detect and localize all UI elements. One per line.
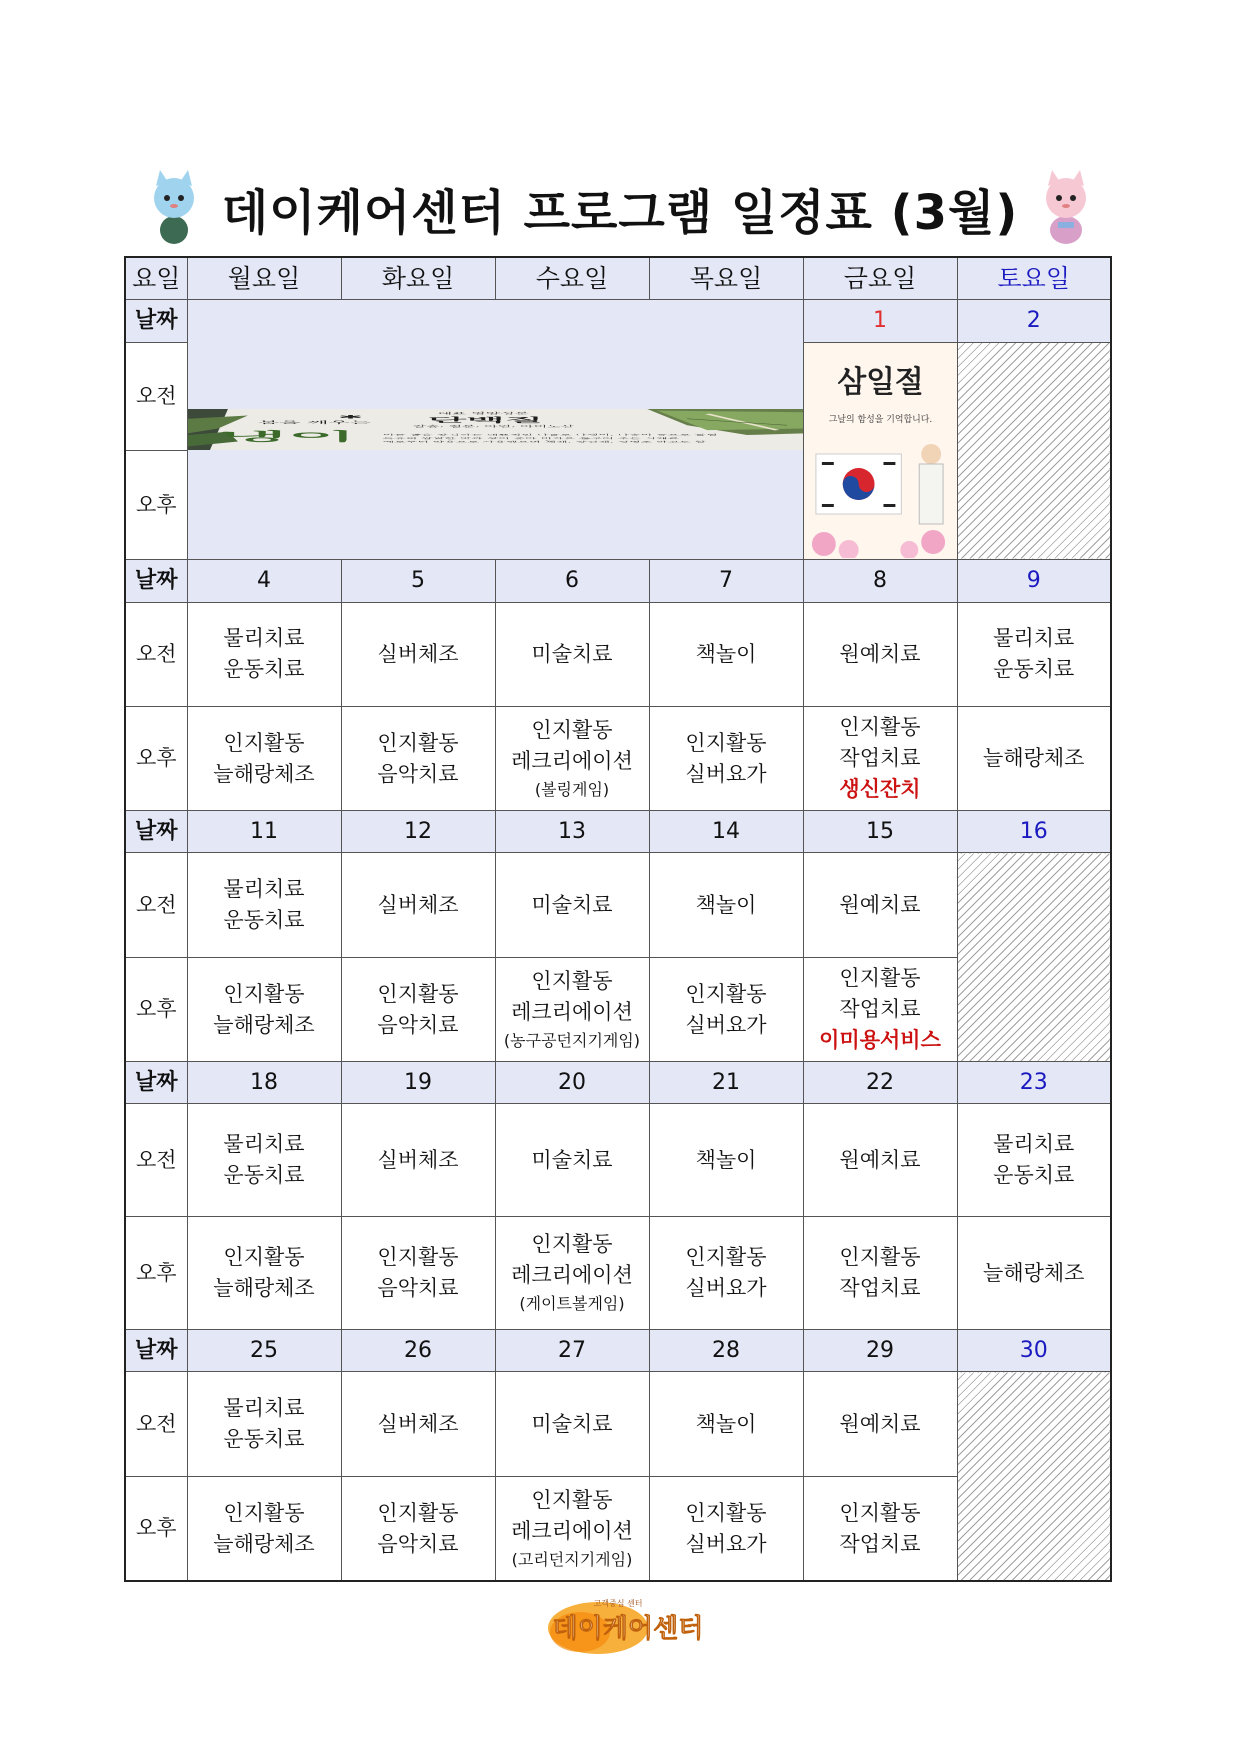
program-line: 인지활동 <box>839 966 921 991</box>
schedule-table <box>124 256 1112 1582</box>
row-label-am: 오전 <box>125 853 187 958</box>
banner-graphic <box>188 409 803 450</box>
program-line: 늘해랑체조 <box>213 1531 315 1556</box>
program-line: 인지활동 <box>531 717 613 742</box>
program-line: 음악치료 <box>377 1531 459 1556</box>
program-line: 레크리에이션 <box>511 748 633 773</box>
program-line: 운동치료 <box>993 1163 1075 1188</box>
date-cell: 25 <box>187 1330 341 1372</box>
program-line: 인지활동 <box>531 968 613 993</box>
banner-bullet-1: 이른 봄을 장식하는 대표적인 나물로 나생이, 나숭이 등으로 불림 <box>382 434 718 437</box>
naengi-banner <box>187 300 803 560</box>
date-cell-sat: 23 <box>957 1062 1111 1104</box>
program-line: 실버요가 <box>685 761 767 786</box>
row-label-date: 날짜 <box>125 811 187 853</box>
program-cell <box>495 958 649 1062</box>
program-cell <box>803 1477 957 1581</box>
program-line: 인지활동 <box>685 1500 767 1525</box>
program-line: 인지활동 <box>685 1245 767 1270</box>
row-label-am: 오전 <box>125 1372 187 1477</box>
row-label-date: 날짜 <box>125 1330 187 1372</box>
date-cell: 15 <box>803 811 957 853</box>
program-cell <box>187 707 341 811</box>
weekday-header-row <box>125 257 1111 300</box>
program-line: 작업치료 <box>839 746 921 771</box>
holiday-sub: 그날의 함성을 기억합니다. <box>828 414 932 425</box>
program-line: 실버체조 <box>377 641 459 666</box>
program-line: 원예치료 <box>839 641 921 666</box>
am-row <box>125 1372 1111 1477</box>
program-line: 인지활동 <box>531 1487 613 1512</box>
banner-bullet-3: 예로부터 약용으로 사용했으며 제채, 향선채, 청명초 라고도 함 <box>382 441 706 444</box>
program-cell <box>803 958 957 1062</box>
program-line: 인지활동 <box>377 1500 459 1525</box>
date-row <box>125 1330 1111 1372</box>
program-cell <box>187 602 341 707</box>
program-line: 운동치료 <box>223 1163 305 1188</box>
date-cell: 29 <box>803 1330 957 1372</box>
program-line: 물리치료 <box>223 877 305 902</box>
program-cell <box>495 1104 649 1217</box>
program-cell <box>649 602 803 707</box>
weekday-tue: 화요일 <box>341 257 495 300</box>
program-line: 미술치료 <box>531 892 613 917</box>
program-cell <box>495 1477 649 1581</box>
am-row <box>125 602 1111 707</box>
pm-row <box>125 707 1111 811</box>
nutrient-minerals: 칼슘, 철분, 아연, 아미노산 <box>412 425 574 429</box>
program-line: 인지활동 <box>377 730 459 755</box>
program-line: 인지활동 <box>223 730 305 755</box>
program-cell <box>495 602 649 707</box>
program-cell <box>187 1372 341 1477</box>
program-line: 실버요가 <box>685 1012 767 1037</box>
program-note: (게이트볼게임) <box>519 1294 625 1314</box>
program-line: 운동치료 <box>223 1427 305 1452</box>
program-cell <box>649 1104 803 1217</box>
program-line: 책놀이 <box>695 1147 757 1172</box>
program-line: 음악치료 <box>377 1012 459 1037</box>
program-line: 인지활동 <box>223 1500 305 1525</box>
program-line: 인지활동 <box>531 1232 613 1257</box>
program-cell <box>187 958 341 1062</box>
program-line: 늘해랑체조 <box>213 1276 315 1301</box>
date-cell: 21 <box>649 1062 803 1104</box>
program-line: 실버요가 <box>685 1276 767 1301</box>
program-line: 인지활동 <box>223 981 305 1006</box>
date-cell: 8 <box>803 560 957 602</box>
event-label: 생신잔치 <box>839 777 921 802</box>
date-cell: 19 <box>341 1062 495 1104</box>
program-line: 늘해랑체조 <box>983 746 1085 771</box>
pm-row <box>125 1217 1111 1330</box>
banner-bullet-2: 특유의 쌉쌀한 맛과 향이 좋아 미각을 돋구어 주는 식재료 <box>382 437 679 440</box>
date-cell: 7 <box>649 560 803 602</box>
date-cell: 20 <box>495 1062 649 1104</box>
daycare-center-logo <box>540 1592 710 1658</box>
program-line: 실버체조 <box>377 1147 459 1172</box>
date-cell: 1 <box>803 300 957 342</box>
program-note: (고리던지기게임) <box>511 1549 633 1569</box>
program-line: 음악치료 <box>377 761 459 786</box>
closed-cell <box>957 1372 1111 1581</box>
date-row <box>125 560 1111 602</box>
weekday-label: 요일 <box>125 257 187 300</box>
program-cell <box>341 602 495 707</box>
program-cell <box>495 853 649 958</box>
samiljeol-poster <box>803 342 957 560</box>
date-row <box>125 811 1111 853</box>
program-line: 인지활동 <box>223 1245 305 1270</box>
program-line: 책놀이 <box>695 1411 757 1436</box>
flower-icon: ✱ <box>337 414 363 421</box>
program-cell <box>187 853 341 958</box>
program-line: 레크리에이션 <box>511 999 633 1024</box>
weekday-wed: 수요일 <box>495 257 649 300</box>
program-cell <box>649 1477 803 1581</box>
weekday-thu: 목요일 <box>649 257 803 300</box>
program-cell <box>957 602 1111 707</box>
program-cell <box>957 1104 1111 1217</box>
program-cell <box>649 1217 803 1330</box>
row-label-pm: 오후 <box>125 707 187 811</box>
program-line: 운동치료 <box>993 657 1075 682</box>
program-line: 늘해랑체조 <box>983 1260 1085 1285</box>
date-cell: 11 <box>187 811 341 853</box>
program-cell <box>341 1217 495 1330</box>
date-cell-sat: 16 <box>957 811 1111 853</box>
program-line: 음악치료 <box>377 1276 459 1301</box>
program-line: 운동치료 <box>223 657 305 682</box>
date-cell-sat: 2 <box>957 300 1111 342</box>
program-line: 물리치료 <box>223 1132 305 1157</box>
program-cell <box>803 1104 957 1217</box>
program-cell <box>495 707 649 811</box>
row-label-date: 날짜 <box>125 560 187 602</box>
program-line: 물리치료 <box>993 626 1075 651</box>
date-cell: 12 <box>341 811 495 853</box>
program-cell <box>803 1217 957 1330</box>
row-label-am: 오전 <box>125 602 187 707</box>
program-line: 작업치료 <box>839 997 921 1022</box>
am-row <box>125 853 1111 958</box>
pink-mascot-icon <box>1040 170 1092 246</box>
nutrient-label: 대표 영양성분 <box>437 411 529 415</box>
date-cell: 14 <box>649 811 803 853</box>
banner-word: 냉이 <box>217 430 357 444</box>
program-cell <box>803 1372 957 1477</box>
program-line: 미술치료 <box>531 641 613 666</box>
program-line: 인지활동 <box>685 981 767 1006</box>
program-note: (볼링게임) <box>534 779 610 799</box>
program-cell <box>187 1104 341 1217</box>
program-line: 인지활동 <box>685 730 767 755</box>
program-line: 물리치료 <box>223 1396 305 1421</box>
program-cell <box>495 1217 649 1330</box>
holiday-name: 삼일절 <box>836 364 924 400</box>
closed-cell <box>957 342 1111 560</box>
row-label-date: 날짜 <box>125 300 187 342</box>
program-cell <box>187 1477 341 1581</box>
program-line: 작업치료 <box>839 1276 921 1301</box>
date-cell: 28 <box>649 1330 803 1372</box>
program-cell <box>803 853 957 958</box>
event-label: 이미용서비스 <box>819 1028 941 1053</box>
program-line: 운동치료 <box>223 908 305 933</box>
date-cell-sat: 30 <box>957 1330 1111 1372</box>
date-cell: 5 <box>341 560 495 602</box>
date-cell-sat: 9 <box>957 560 1111 602</box>
program-line: 작업치료 <box>839 1531 921 1556</box>
program-line: 원예치료 <box>839 1411 921 1436</box>
program-cell <box>803 707 957 811</box>
program-cell <box>341 1372 495 1477</box>
program-line: 원예치료 <box>839 1147 921 1172</box>
date-row <box>125 300 1111 342</box>
blue-mascot-icon <box>148 170 200 246</box>
program-cell <box>649 1372 803 1477</box>
program-line: 실버체조 <box>377 1411 459 1436</box>
program-cell <box>341 853 495 958</box>
program-cell <box>803 602 957 707</box>
page-title: 데이케어센터 프로그램 일정표 (3월) <box>221 184 1019 241</box>
program-line: 인지활동 <box>377 981 459 1006</box>
program-line: 물리치료 <box>993 1132 1075 1157</box>
program-line: 인지활동 <box>839 715 921 740</box>
program-cell <box>341 1477 495 1581</box>
program-note: (농구공던지기게임) <box>503 1030 641 1050</box>
banner-pre: 봄을 깨우는 <box>257 420 371 425</box>
closed-cell <box>957 853 1111 1062</box>
program-cell <box>341 1104 495 1217</box>
program-line: 미술치료 <box>531 1147 613 1172</box>
program-cell <box>341 707 495 811</box>
row-label-pm: 오후 <box>125 1477 187 1581</box>
row-label-date: 날짜 <box>125 1062 187 1104</box>
program-line: 늘해랑체조 <box>213 761 315 786</box>
program-line: 레크리에이션 <box>511 1518 633 1543</box>
nutrient-name: 단백질 <box>427 416 543 424</box>
samiljeol-graphic <box>804 344 957 558</box>
row-label-pm: 오후 <box>125 1217 187 1330</box>
program-line: 실버체조 <box>377 892 459 917</box>
am-row <box>125 1104 1111 1217</box>
logo-text: 데이케어센터 <box>552 1614 704 1644</box>
program-line: 실버요가 <box>685 1531 767 1556</box>
weekday-mon: 월요일 <box>187 257 341 300</box>
date-cell: 6 <box>495 560 649 602</box>
row-label-am: 오전 <box>125 342 187 451</box>
weekday-fri: 금요일 <box>803 257 957 300</box>
program-cell <box>495 1372 649 1477</box>
weekday-sat: 토요일 <box>957 257 1111 300</box>
date-cell: 4 <box>187 560 341 602</box>
row-label-am: 오전 <box>125 1104 187 1217</box>
program-line: 책놀이 <box>695 641 757 666</box>
date-cell: 26 <box>341 1330 495 1372</box>
date-cell: 13 <box>495 811 649 853</box>
date-cell: 22 <box>803 1062 957 1104</box>
program-line: 책놀이 <box>695 892 757 917</box>
row-label-pm: 오후 <box>125 451 187 560</box>
program-line: 인지활동 <box>839 1500 921 1525</box>
title-row <box>0 168 1240 248</box>
program-line: 인지활동 <box>377 1245 459 1270</box>
date-cell: 27 <box>495 1330 649 1372</box>
logo-small-text: 고객중심 센터 <box>593 1599 643 1608</box>
date-cell: 18 <box>187 1062 341 1104</box>
program-line: 늘해랑체조 <box>213 1012 315 1037</box>
program-line: 인지활동 <box>839 1245 921 1270</box>
program-line: 원예치료 <box>839 892 921 917</box>
row-label-pm: 오후 <box>125 958 187 1062</box>
program-line: 레크리에이션 <box>511 1263 633 1288</box>
program-cell <box>649 958 803 1062</box>
program-cell <box>957 1217 1111 1330</box>
program-cell <box>187 1217 341 1330</box>
program-line: 미술치료 <box>531 1411 613 1436</box>
program-cell <box>341 958 495 1062</box>
program-line: 물리치료 <box>223 626 305 651</box>
date-row <box>125 1062 1111 1104</box>
program-cell <box>649 853 803 958</box>
program-cell <box>649 707 803 811</box>
program-cell <box>957 707 1111 811</box>
